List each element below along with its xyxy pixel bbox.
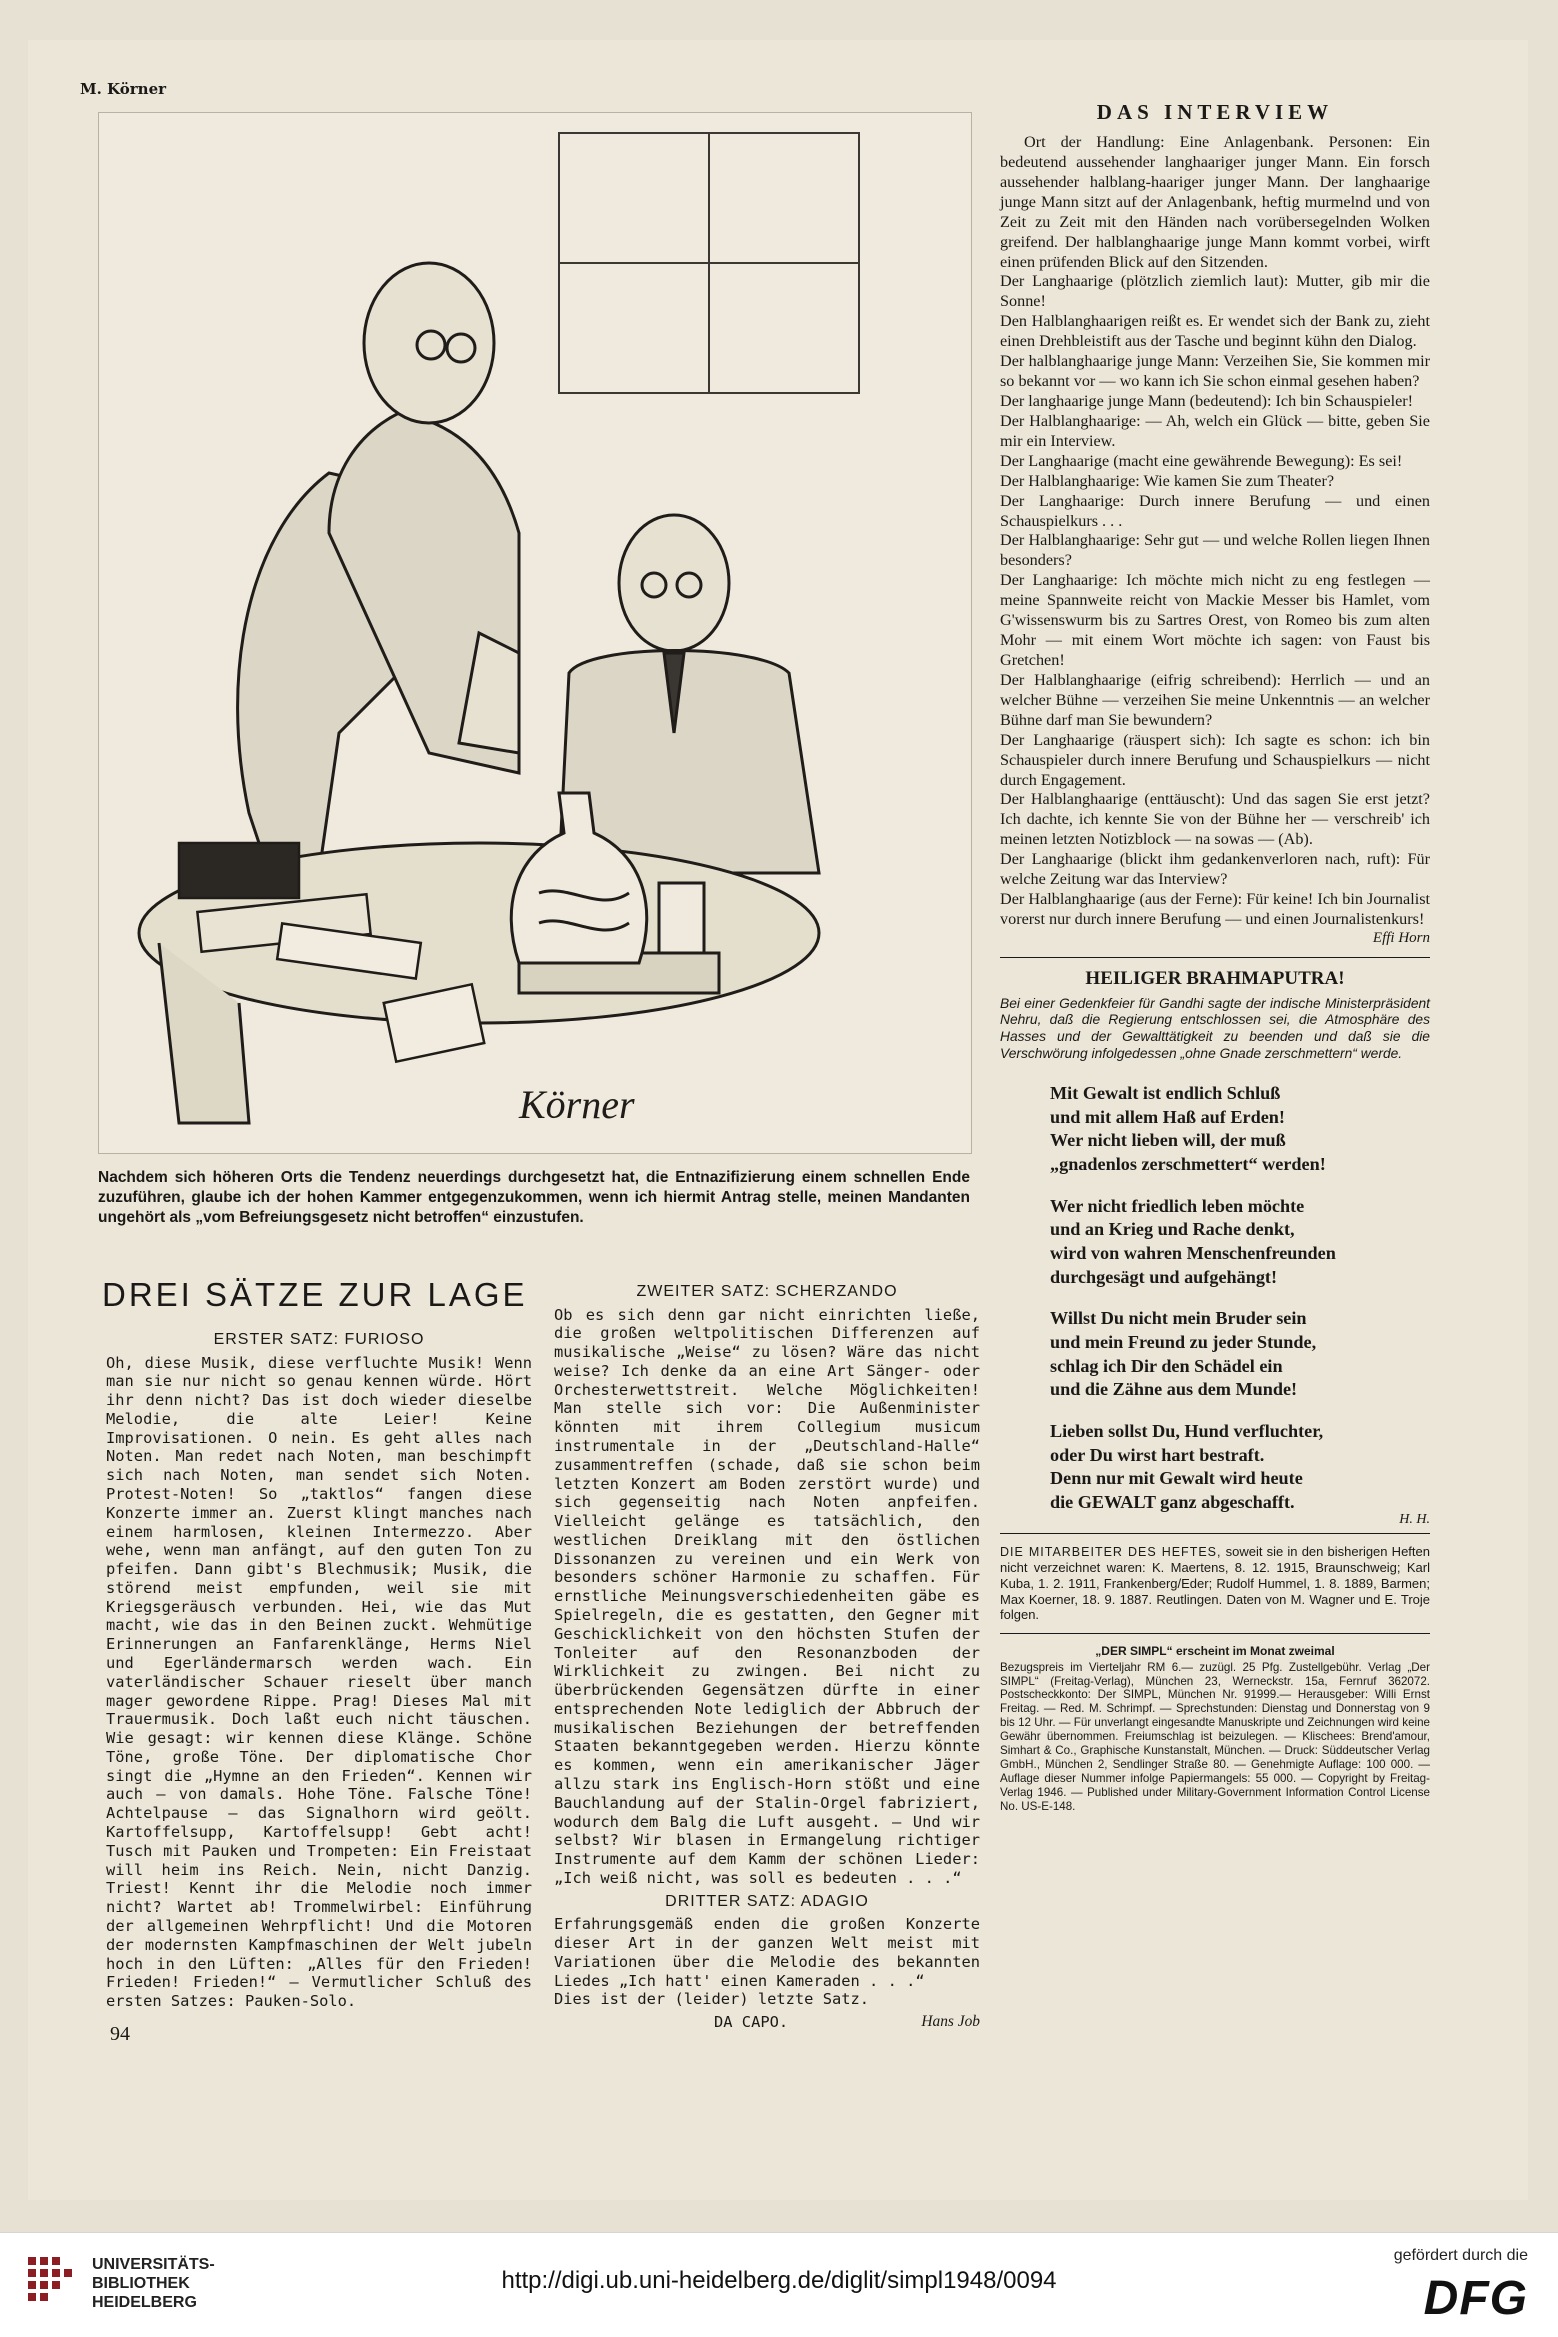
cartoon-signature: Körner xyxy=(519,1082,635,1127)
interview-paragraph: Der Halblanghaarige (enttäuscht): Und das sagen Sie erst jetzt? Ich dachte, ich kennte Sie von der Bühne her — verschreib' ich meinen letzten Notizblock — na sowas — (Ab). xyxy=(1000,790,1430,849)
divider xyxy=(1000,1633,1430,1634)
artist-label: M. Körner xyxy=(80,80,167,98)
page-number: 94 xyxy=(110,2023,130,2045)
poem-stanza xyxy=(1050,1307,1430,1402)
article-title: DREI SÄTZE ZUR LAGE xyxy=(102,1276,528,1313)
poem-line: Wer nicht friedlich leben möchte xyxy=(1050,1195,1305,1216)
da-capo: DA CAPO. xyxy=(714,2013,789,2032)
article-column-left xyxy=(106,1326,532,2011)
university-name-line: BIBLIOTHEK xyxy=(92,2275,190,2293)
university-name-line: HEIDELBERG xyxy=(92,2294,197,2312)
brahmaputra-intro: Bei einer Gedenkfeier für Gandhi sagte der indische Ministerpräsident Nehru, daß die Regierung entschlossen sei, die Atmosphäre des Hasses und der Gewalttätigkeit zu beenden und daß sie die Verschwörung infolgedessen „ohne Gnade zerschmettern“ werde. xyxy=(1000,995,1430,1061)
interview-paragraph: Ort der Handlung: Eine Anlagenbank. Personen: Ein bedeutend aussehender langhaariger junger Mann. Ein forsch aussehender halblang-haariger junger Mann. Der langhaarige junge Mann sitzt auf der Anlagenbank, heftig murmelnd und von Zeit zu Zeit mit den Händen nach vorübersegelnden Wolken greifend. Der halblanghaarige junge Mann kommt vorbei, wirft einen prüfenden Blick auf den Sitzenden. xyxy=(1000,133,1430,271)
interview-paragraph: Den Halblanghaarigen reißt es. Er wendet sich der Bank zu, zieht einen Drehbleistift aus der Tasche und beginnt kühn den Dialog. xyxy=(1000,312,1430,351)
poem-line: die GEWALT ganz abgeschafft. xyxy=(1050,1491,1295,1512)
poem-line: Lieben sollst Du, Hund verfluchter, xyxy=(1050,1420,1324,1441)
right-column xyxy=(1000,100,1430,1814)
interview-body xyxy=(1000,133,1430,930)
cartoon-illustration xyxy=(98,112,972,1154)
article-column-right xyxy=(554,1278,980,2032)
source-url[interactable]: http://digi.ub.uni-heidelberg.de/diglit/simpl1948/0094 xyxy=(501,2267,1057,2294)
poem-author: H. H. xyxy=(1399,1511,1430,1527)
brahmaputra-title: HEILIGER BRAHMAPUTRA! xyxy=(1085,967,1345,989)
dfg-logo: DFG xyxy=(1423,2272,1528,2325)
poem-line: Willst Du nicht mein Bruder sein xyxy=(1050,1308,1307,1329)
brahmaputra-poem xyxy=(1050,1082,1430,1527)
interview-paragraph: Der Langhaarige (plötzlich ziemlich laut): Mutter, gib mir die Sonne! xyxy=(1000,272,1430,311)
interview-title: DAS INTERVIEW xyxy=(1096,100,1334,124)
interview-paragraph: Der Halblanghaarige (eifrig schreibend): Herrlich — und an welcher Bühne — verzeihen Sie meine Unkenntnis — an welcher Bühne darf man Sie bewundern? xyxy=(1000,670,1430,729)
section-heading: ERSTER SATZ: FURIOSO xyxy=(213,1331,425,1348)
interview-paragraph: Der Halblanghaarige: Sehr gut — und welche Rollen liegen Ihnen besonders? xyxy=(1000,531,1430,570)
interview-paragraph: Der halblanghaarige junge Mann: Verzeihen Sie, Sie kommen mir so bekannt vor — wo kann ich Sie schon einmal gesehen haben? xyxy=(1000,352,1430,391)
poem-line: Wer nicht lieben will, der muß xyxy=(1050,1130,1286,1151)
poem-line: und die Zähne aus dem Munde! xyxy=(1050,1379,1298,1400)
poem-line: oder Du wirst hart bestraft. xyxy=(1050,1444,1265,1465)
imprint-box xyxy=(1000,1644,1430,1813)
poem-line: und mit allem Haß auf Erden! xyxy=(1050,1106,1285,1127)
poem-line: „gnadenlos zerschmettert“ werden! xyxy=(1050,1154,1326,1175)
contributors-heading: DIE MITARBEITER DES HEFTES, xyxy=(1000,1544,1222,1559)
interview-paragraph: Der Halblanghaarige: — Ah, welch ein Glück — bitte, geben Sie mir ein Interview. xyxy=(1000,411,1430,450)
section-heading: ZWEITER SATZ: SCHERZANDO xyxy=(636,1283,898,1300)
funding-note: gefördert durch die xyxy=(1393,2247,1528,2264)
divider xyxy=(1000,1533,1430,1534)
interview-paragraph: Der Langhaarige (räuspert sich): Ich sagte es schon: ich bin Schauspieler durch innere Berufung und Schauspielkurs — nicht durch Engagement. xyxy=(1000,730,1430,789)
section-heading: DRITTER SATZ: ADAGIO xyxy=(665,1892,869,1910)
imprint-text: Bezugspreis im Vierteljahr RM 6.— zuzügl. 25 Pfg. Zustellgebühr. Verlag „Der SIMPL“ (Freitag-Verlag), München 23, Werneckstr. 15a, Fernruf 362072. Postscheckkonto: Der SIMPL, München Nr. 91999.— Herausgeber: Willi Ernst Freitag. — Red. M. Schrimpf. — Sprechstunden: Dienstag und Donnerstag von 9 bis 12 Uhr. — Für unverlangt eingesandte Manuskripte und Zeichnungen wird keine Gewähr übernommen. Freiumschlag ist beizulegen. — Klischees: Brend'amour, Simhart & Co., Graphische Kunstanstalt, München. — Druck: Süddeutscher Verlag GmbH., München 2, Sendlinger Straße 80. — Genehmigte Auflage: 100 000. — Auflage dieser Nummer infolge Papiermangels: 55 000. — Copyright by Freitag-Verlag 1946. — Published under Military-Government Information Control License No. US-E-148. xyxy=(1000,1660,1430,1813)
contributors-text: soweit sie in den bisherigen Heften nicht verzeichnet waren: K. Maertens, 8. 12. 1915, Braunschweig; Karl Kuba, 1. 2. 1911, Frankenberg/Eder; Rudolf Hummel, 1. 8. 1889, Barmen; Max Koerner, 18. 9. 1887. Reutlingen. Daten von M. Wagner und E. Troje folgen. xyxy=(1000,1543,1430,1623)
interview-author: Effi Horn xyxy=(1372,929,1430,946)
cartoon-drawing xyxy=(99,113,971,1153)
contributors-box xyxy=(1000,1544,1430,1624)
poem-line: und an Krieg und Rache denkt, xyxy=(1050,1219,1295,1240)
section-text: Oh, diese Musik, diese verfluchte Musik! Wenn man sie nur nicht so genau kennen würde. Hört ihr denn nicht? Das ist doch wieder dieselbe Melodie, die alte Leier! Keine Improvisationen. O nein. Es geht alles nach Noten. Man redet nach Noten, man beschimpft sich nach Noten, man sendet sich Noten. Protest-Noten! So „taktlos“ fangen diese Konzerte immer an. Zuerst klingt manches nach einem harmlosen, kleinen Intermezzo. Aber wehe, wenn man anfängt, auf den guten Ton zu pfeifen. Dann gibt's Blechmusik; Musik, die störend meist empfunden, weil sie mit Kriegsgeräusch verbunden. Hei, wie das Mut macht, wie das in den Beinen zuckt. Wehmütige Erinnerungen an Fanfarenklänge, Herms Niel und Egerländermarsch werden wach. Ein vaterländischer Schauer rieselt über manch mager gewordene Rippe. Prag! Dieses Mal mit Trauermusik. Doch laßt euch nicht täuschen. Wie gesagt: wir kennen diese Klänge. Schöne Töne, große Töne. Der diplomatische Chor singt die „Hymne an den Frieden“. Kennen wir auch — von damals. Hohe Töne. Falsche Töne! Achtelpause — das Signalhorn wird geölt. Kartoffelsupp, Kartoffelsupp! Gebt acht! Tusch mit Pauken und Trompeten: Ein Freistaat will heim ins Reich. Nein, nicht Danzig. Triest! Kennt ihr die Melodie noch immer nicht? Wartet ab! Trommelwirbel: Einführung der allgemeinen Wehrpflicht! Und die Motoren der modernsten Kampfmaschinen der Welt jubeln hoch in den Lüften: „Alles für den Frieden! Frieden! Frieden!“ — Vermutlicher Schluß des ersten Satzes: Pauken-Solo. xyxy=(106,1353,532,2011)
university-name-line: UNIVERSITÄTS- xyxy=(92,2256,215,2273)
poem-stanza xyxy=(1050,1195,1430,1290)
poem-line: Denn nur mit Gewalt wird heute xyxy=(1050,1468,1303,1489)
interview-paragraph: Der Langhaarige (macht eine gewährende Bewegung): Es sei! xyxy=(1000,451,1403,470)
interview-paragraph: Der Langhaarige: Ich möchte mich nicht zu eng festlegen — meine Spannweite reicht von Mackie Messer bis Hamlet, vom G'wissenswurm bis zu Sartres Orest, von Romeo bis zum alten Mohr — mit einem Wort möchte ich sagen: von Faust bis Gretchen! xyxy=(1000,571,1430,669)
imprint-heading: „DER SIMPL“ erscheint im Monat zweimal xyxy=(1095,1644,1335,1659)
poem-line: schlag ich Dir den Schädel ein xyxy=(1050,1355,1283,1376)
interview-paragraph: Der Langhaarige: Durch innere Berufung — und einen Schauspielkurs . . . xyxy=(1000,491,1430,530)
closing-line: Dies ist der (leider) letzte Satz. xyxy=(554,1990,870,2009)
section-text: Erfahrungsgemäß enden die großen Konzerte dieser Art in der ganzen Welt meist mit Variationen über die Melodie des bekannten Liedes „Ich hatt' einen Kameraden . . .“ xyxy=(554,1915,980,1990)
poem-line: und mein Freund zu jeder Stunde, xyxy=(1050,1331,1317,1352)
poem-stanza xyxy=(1050,1420,1430,1515)
poem-line: durchgesägt und aufgehängt! xyxy=(1050,1266,1278,1287)
section-text: Ob es sich denn gar nicht einrichten ließe, die großen weltpolitischen Differenzen auf musikalische „Weise“ zu lösen? Wäre das nicht weise? Ich denke da an eine Art Sänger- oder Orchesterwettstreit. Welche Möglichkeiten! Man stelle sich vor: Die Außenminister könnten mit ihrem Collegium musicum instrumentale in der „Deutschland-Halle“ zusammentreffen (schade, daß sie schon beim letzten Konzert am Boden zerstört wurde) und sich gegenseitig nach Noten anpfeifen. Vielleicht gelänge es tatsächlich, den westlichen Dreiklang mit den östlichen Dissonanzen zu vereinen und ein Werk von besonders schöner Harmonie zu schaffen. Für ernstliche Meinungsverschiedenheiten gäbe es Spielregeln, die es gestatten, den Gegner mit Geschicklichkeit von den höchsten Stufen der Tonleiter auf den Resonanzboden der Wirklichkeit zu zwingen. Bei nicht zu überbrückenden Gegensätzen dürfte in einer entsprechenden Note lediglich der Abbruch der musikalischen Beziehungen der betreffenden Staaten bekanntgegeben werden. Hierzu könnte es kommen, wenn ein amerikanischer Jäger allzu stark ins Englisch-Horn stößt und eine Bauchlandung auf der Stalin-Orgel fabriziert, wodurch dem Balg die Luft ausgeht. — Und wir selbst? Wir blasen in Ermangelung richtiger Instrumente auf dem Kamm der schönen Lieder: „Ich weiß nicht, was soll es bedeuten . . .“ xyxy=(554,1305,980,1887)
article-author: Hans Job xyxy=(921,2013,980,2031)
divider xyxy=(1000,957,1430,958)
interview-paragraph: Der Halblanghaarige (aus der Ferne): Für keine! Ich bin Journalist vorerst nur durch innere Berufung — und einen Journalistenkurs! xyxy=(1000,890,1430,928)
interview-paragraph: Der Langhaarige (blickt ihm gedankenverloren nach, ruft): Für welche Zeitung war das Interview? xyxy=(1000,850,1430,889)
poem-line: Mit Gewalt ist endlich Schluß xyxy=(1050,1083,1281,1104)
cartoon-caption: Nachdem sich höheren Orts die Tendenz neuerdings durchgesetzt hat, die Entnazifizierung einem schnellen Ende zuzuführen, glaube ich der hohen Kammer entgegenzukommen, wenn ich hiermit Antrag stelle, meinen Mandanten ungehört als „vom Befreiungsgesetz nicht betroffen“ einzustufen. xyxy=(98,1169,970,1226)
poem-line: wird von wahren Menschenfreunden xyxy=(1050,1243,1336,1263)
da-capo-line xyxy=(554,2013,980,2032)
interview-paragraph: Der langhaarige junge Mann (bedeutend): Ich bin Schauspieler! xyxy=(1000,391,1414,410)
poem-stanza xyxy=(1050,1082,1430,1177)
interview-paragraph: Der Halblanghaarige: Wie kamen Sie zum Theater? xyxy=(1000,471,1335,490)
footer-bar xyxy=(0,2232,1558,2337)
